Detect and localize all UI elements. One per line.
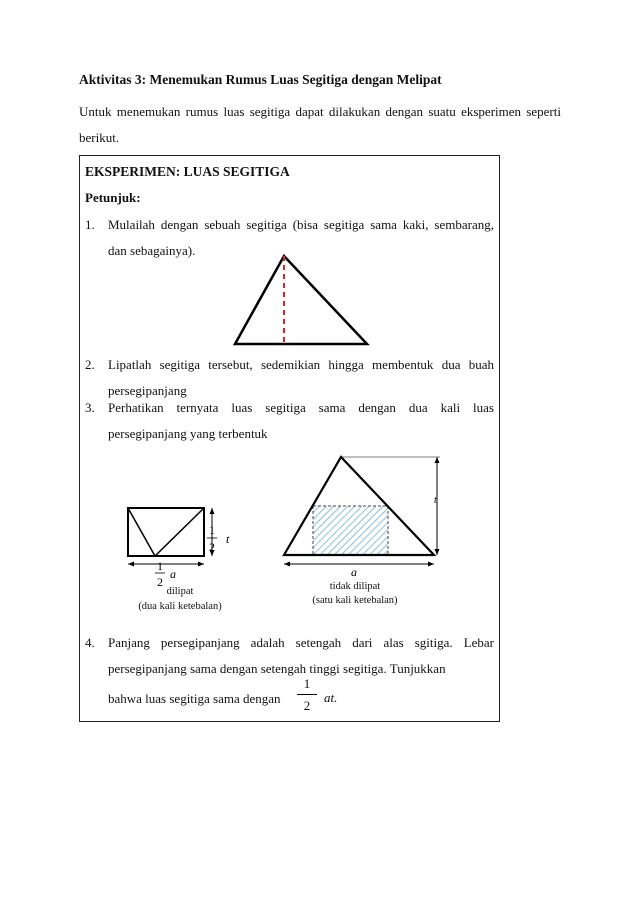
base-frac-den: 2 [157, 575, 163, 589]
height-var: t [226, 532, 230, 546]
step-4-text-end: bahwa luas segitiga sama dengan [108, 691, 281, 706]
formula-numerator: 1 [303, 676, 311, 691]
instructions-label: Petunjuk: [85, 190, 141, 205]
unfolded-figure [278, 448, 448, 578]
step-2-text: Lipatlah segitiga tersebut, sedemikian hingga membentuk dua buah persegipanjang [108, 357, 494, 398]
fold-triangle-figure [225, 250, 375, 350]
unfolded-height-var: t [434, 495, 437, 506]
step-3-number: 3. [85, 400, 95, 415]
folded-triangle-edges [128, 508, 204, 556]
unfolded-base-var: a [351, 565, 357, 578]
folded-rectangle [128, 508, 204, 556]
folded-caption-1: dilipat [166, 586, 194, 597]
step-2-number: 2. [85, 357, 95, 372]
activity-title: Aktivitas 3: Menemukan Rumus Luas Segitiga dengan Melipat [79, 72, 442, 87]
step-4-text: Panjang persegipanjang adalah setengah dari alas sgitiga. Lebar persegipanjang sama dengan setengah tinggi segitiga. Tunjukkan [108, 635, 494, 676]
step-1-text: Mulailah dengan sebuah segitiga (bisa segitiga sama kaki, sembarang, dan sebagainya). [108, 217, 494, 258]
step-3-text: Perhatikan ternyata luas segitiga sama dengan dua kali luas persegipanjang yang terbentuk [108, 400, 494, 441]
step-4-number: 4. [85, 635, 95, 650]
experiment-title: EKSPERIMEN: LUAS SEGITIGA [85, 164, 290, 179]
triangle-shape [235, 256, 367, 344]
intro-paragraph: Untuk menemukan rumus luas segitiga dapat dilakukan dengan suatu eksperimen seperti berikut. [79, 104, 561, 145]
formula-fraction-bar [297, 694, 317, 695]
base-frac-num: 1 [157, 559, 163, 573]
formula-variable: at. [324, 690, 338, 705]
height-frac-num: 1 [209, 523, 215, 537]
formula-denominator: 2 [303, 698, 311, 713]
folded-caption-2: (dua kali ketebalan) [138, 601, 222, 612]
unfolded-caption-2: (satu kali ketebalan) [312, 595, 398, 606]
base-var: a [170, 567, 176, 581]
step-1-number: 1. [85, 217, 95, 232]
unfolded-caption-1: tidak dilipat [329, 581, 381, 592]
height-frac-den: 2 [209, 540, 215, 554]
hatched-rectangle [313, 506, 388, 555]
